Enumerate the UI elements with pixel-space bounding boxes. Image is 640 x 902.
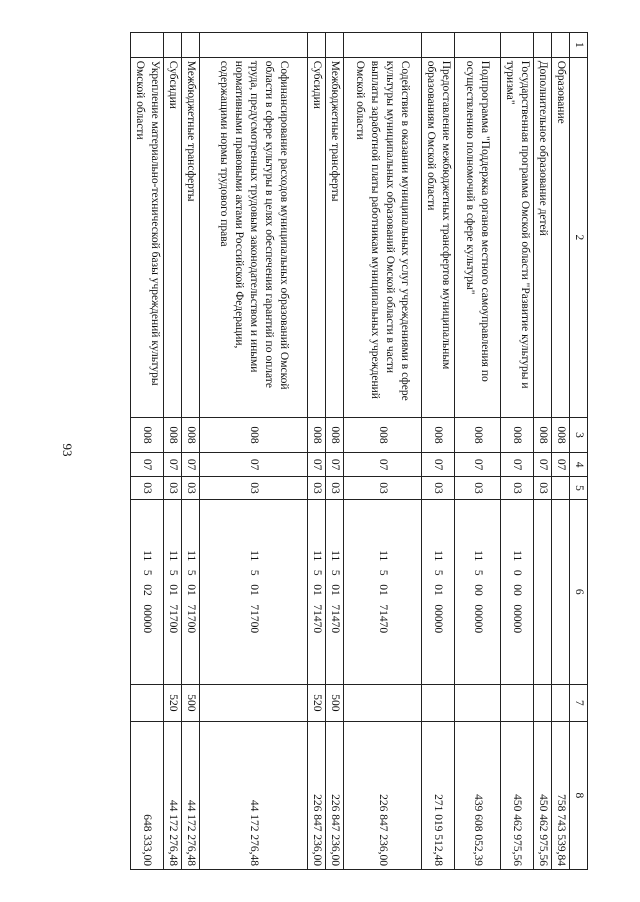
row-c3-cell: 008 xyxy=(422,418,455,453)
table-row xyxy=(534,33,552,870)
row-c6-cell: 11 5 01 71470 xyxy=(308,499,326,684)
row-name-cell: Субсидии xyxy=(164,57,182,417)
row-c7-cell: 500 xyxy=(182,684,200,721)
table-row xyxy=(455,33,501,870)
row-c5-cell: 03 xyxy=(182,477,200,499)
row-c3-cell: 008 xyxy=(131,418,164,453)
row-c8-cell: 226 847 236,00 xyxy=(308,721,326,869)
row-c3-cell: 008 xyxy=(534,418,552,453)
row-num-cell xyxy=(455,33,501,58)
row-c6-cell: 11 5 01 71470 xyxy=(326,499,344,684)
row-c8-cell: 439 608 052,39 xyxy=(455,721,501,869)
row-c6-cell: 11 5 02 00000 xyxy=(131,499,164,684)
row-c4-cell: 07 xyxy=(200,452,308,477)
row-c4-cell: 07 xyxy=(534,452,552,477)
row-name-cell: Субсидии xyxy=(308,57,326,417)
row-c4-cell: 07 xyxy=(131,452,164,477)
row-c4-cell: 07 xyxy=(164,452,182,477)
row-c3-cell: 008 xyxy=(308,418,326,453)
row-name-cell: Образование xyxy=(552,57,570,417)
row-name-cell: Межбюджетные трансферты xyxy=(182,57,200,417)
row-c5-cell: 03 xyxy=(308,477,326,499)
table-row xyxy=(422,33,455,870)
row-c6-cell: 11 5 01 71700 xyxy=(182,499,200,684)
row-c5-cell: 03 xyxy=(326,477,344,499)
row-c3-cell: 008 xyxy=(455,418,501,453)
row-num-cell xyxy=(501,33,534,58)
row-c7-cell: 520 xyxy=(164,684,182,721)
row-c8-cell: 271 019 512,48 xyxy=(422,721,455,869)
row-num-cell xyxy=(344,33,422,58)
row-c6-cell: 11 5 00 00000 xyxy=(455,499,501,684)
row-c5-cell: 03 xyxy=(344,477,422,499)
row-num-cell xyxy=(131,33,164,58)
row-c5-cell: 03 xyxy=(164,477,182,499)
row-c4-cell: 07 xyxy=(308,452,326,477)
row-name-cell: Предоставление межбюджетных трансфертов муниципальным образованиям Омской области xyxy=(422,57,455,417)
row-c5-cell: 03 xyxy=(534,477,552,499)
row-c3-cell: 008 xyxy=(164,418,182,453)
table-body xyxy=(131,33,570,870)
row-name-cell: Софинансирование расходов муниципальных образований Омской области в сфере культуры в целях обеспечения гарантий по оплате труда, предусмотренных трудовым законодательством и иными нормативными правовыми актами Российской Федерации, содержащими нормы трудового права xyxy=(200,57,308,417)
row-c7-cell: 500 xyxy=(326,684,344,721)
row-c3-cell: 008 xyxy=(200,418,308,453)
row-c8-cell: 44 172 276,48 xyxy=(200,721,308,869)
row-c4-cell: 07 xyxy=(552,452,570,477)
row-num-cell xyxy=(326,33,344,58)
table-row xyxy=(200,33,308,870)
row-num-cell xyxy=(422,33,455,58)
col-header-3: 3 xyxy=(570,418,588,453)
row-c8-cell: 450 462 975,56 xyxy=(534,721,552,869)
table-row xyxy=(164,33,182,870)
row-c3-cell: 008 xyxy=(501,418,534,453)
row-c7-cell xyxy=(344,684,422,721)
row-name-cell: Государственная программа Омской области "Развитие культуры и туризма" xyxy=(501,57,534,417)
row-c6-cell xyxy=(552,499,570,684)
budget-table-rotated xyxy=(88,32,588,870)
row-name-cell: Подпрограмма "Поддержка органов местного самоуправления по осуществлению полномочий в сфере культуры" xyxy=(455,57,501,417)
row-c5-cell xyxy=(552,477,570,499)
row-c4-cell: 07 xyxy=(455,452,501,477)
row-num-cell xyxy=(200,33,308,58)
row-c8-cell: 758 743 539,84 xyxy=(552,721,570,869)
row-c4-cell: 07 xyxy=(501,452,534,477)
row-c5-cell: 03 xyxy=(200,477,308,499)
row-c4-cell: 07 xyxy=(422,452,455,477)
row-num-cell xyxy=(182,33,200,58)
row-c4-cell: 07 xyxy=(344,452,422,477)
row-c7-cell xyxy=(422,684,455,721)
row-c6-cell: 11 5 01 71700 xyxy=(164,499,182,684)
row-c3-cell: 008 xyxy=(182,418,200,453)
row-c6-cell: 11 5 01 71700 xyxy=(200,499,308,684)
row-c5-cell: 03 xyxy=(501,477,534,499)
row-c8-cell: 226 847 236,00 xyxy=(326,721,344,869)
table-row xyxy=(308,33,326,870)
col-header-2: 2 xyxy=(570,57,588,417)
table-row xyxy=(326,33,344,870)
row-c5-cell: 03 xyxy=(422,477,455,499)
budget-table xyxy=(130,32,588,870)
row-c7-cell xyxy=(455,684,501,721)
row-c3-cell: 008 xyxy=(326,418,344,453)
table-row xyxy=(552,33,570,870)
row-num-cell xyxy=(552,33,570,58)
row-name-cell: Укрепление материально-технической базы учреждений культуры Омской области xyxy=(131,57,164,417)
row-c8-cell: 450 462 975,56 xyxy=(501,721,534,869)
col-header-8: 8 xyxy=(570,721,588,869)
row-c6-cell xyxy=(534,499,552,684)
row-c7-cell xyxy=(131,684,164,721)
table-row xyxy=(131,33,164,870)
col-header-4: 4 xyxy=(570,452,588,477)
row-c6-cell: 11 5 01 71470 xyxy=(344,499,422,684)
row-c7-cell xyxy=(200,684,308,721)
row-name-cell: Межбюджетные трансферты xyxy=(326,57,344,417)
col-header-1: 1 xyxy=(570,33,588,58)
row-c8-cell: 44 172 276,48 xyxy=(164,721,182,869)
row-c3-cell: 008 xyxy=(552,418,570,453)
col-header-7: 7 xyxy=(570,684,588,721)
table-row xyxy=(501,33,534,870)
row-c7-cell: 520 xyxy=(308,684,326,721)
row-num-cell xyxy=(534,33,552,58)
row-c3-cell: 008 xyxy=(344,418,422,453)
table-row xyxy=(182,33,200,870)
row-c6-cell: 11 5 01 00000 xyxy=(422,499,455,684)
row-num-cell xyxy=(308,33,326,58)
row-c4-cell: 07 xyxy=(182,452,200,477)
table-row xyxy=(344,33,422,870)
row-c7-cell xyxy=(552,684,570,721)
col-header-6: 6 xyxy=(570,499,588,684)
row-c4-cell: 07 xyxy=(326,452,344,477)
header-row xyxy=(570,33,588,870)
row-name-cell: Содействие в оказании муниципальных услуг учреждениями в сфере культуры муниципальных образований Омской области в части выплаты заработной платы работникам муниципальных учреждений Омской области xyxy=(344,57,422,417)
col-header-5: 5 xyxy=(570,477,588,499)
row-c8-cell: 226 847 236,00 xyxy=(344,721,422,869)
row-c7-cell xyxy=(501,684,534,721)
row-c7-cell xyxy=(534,684,552,721)
row-c6-cell: 11 0 00 00000 xyxy=(501,499,534,684)
row-c8-cell: 44 172 276,48 xyxy=(182,721,200,869)
page-number: 93 xyxy=(60,443,75,457)
row-c5-cell: 03 xyxy=(131,477,164,499)
row-c5-cell: 03 xyxy=(455,477,501,499)
row-name-cell: Дополнительное образование детей xyxy=(534,57,552,417)
row-num-cell xyxy=(164,33,182,58)
row-c8-cell: 648 333,00 xyxy=(131,721,164,869)
